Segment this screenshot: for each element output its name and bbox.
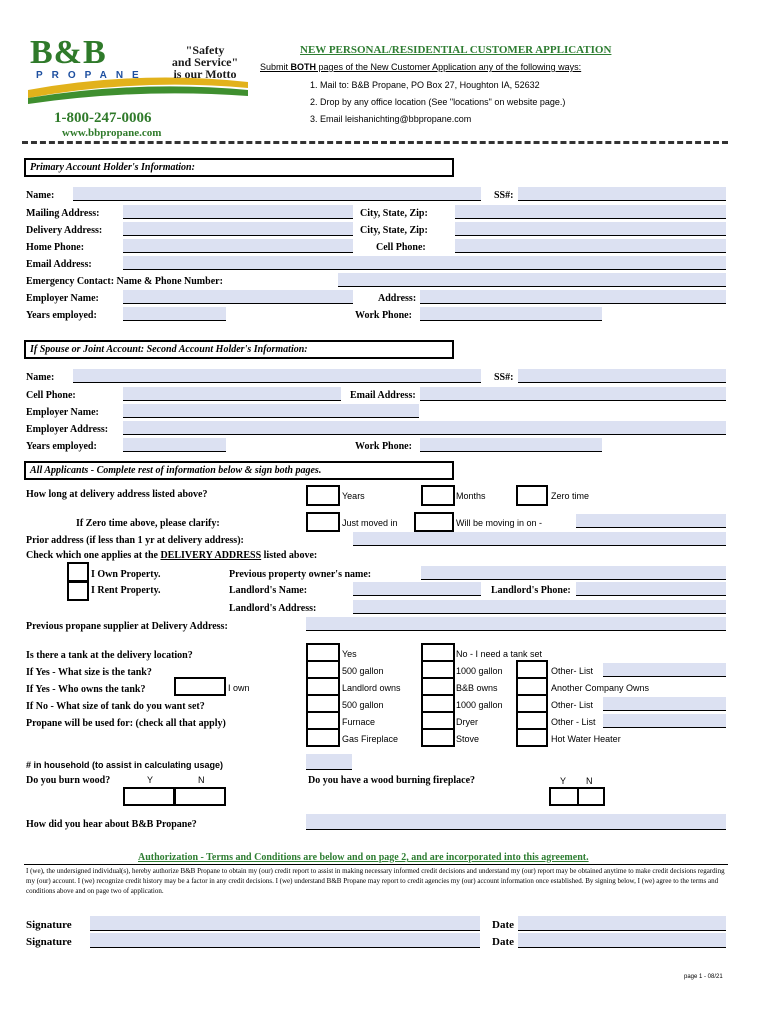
- signature-1-input[interactable]: [90, 916, 480, 931]
- zero-clarify-label: If Zero time above, please clarify:: [76, 518, 220, 529]
- spouse-cell-label: Cell Phone:: [26, 390, 76, 401]
- stove-option: Stove: [456, 734, 480, 744]
- primary-mailing-label: Mailing Address:: [26, 208, 100, 219]
- motto: [162, 44, 248, 80]
- moving-in-date-input[interactable]: [576, 514, 726, 528]
- landlord-address-input[interactable]: [353, 600, 726, 614]
- just-moved-option: Just moved in: [342, 518, 398, 528]
- primary-years-label: Years employed:: [26, 310, 97, 321]
- primary-home-phone-label: Home Phone:: [26, 242, 85, 253]
- primary-employer-label: Employer Name:: [26, 293, 99, 304]
- burn-wood-n-checkbox[interactable]: [174, 787, 226, 806]
- logo-subtext: PROPANE: [36, 70, 148, 81]
- prev-owner-label: Previous property owner's name:: [229, 569, 372, 580]
- primary-address-input[interactable]: [420, 290, 726, 304]
- spouse-work-phone-label: Work Phone:: [355, 441, 412, 452]
- tank-no-option: No - I need a tank set: [456, 649, 543, 659]
- spouse-years-label: Years employed:: [26, 441, 97, 452]
- primary-city2-input[interactable]: [455, 222, 726, 236]
- hear-about-label: How did you hear about B&B Propane?: [26, 819, 197, 830]
- primary-address-label: Address:: [378, 293, 417, 304]
- signature-1-label: Signature: [26, 919, 72, 931]
- date-1-label: Date: [492, 919, 514, 931]
- primary-years-input[interactable]: [123, 307, 226, 321]
- date-2-input[interactable]: [518, 933, 726, 948]
- furnace-option: Furnace: [342, 717, 376, 727]
- primary-cell-phone-input[interactable]: [455, 239, 726, 253]
- primary-employer-input[interactable]: [123, 290, 353, 304]
- check-pre: Check which one applies at the: [26, 550, 161, 561]
- spouse-employer-address-label: Employer Address:: [26, 424, 109, 435]
- spouse-name-label: Name:: [26, 372, 55, 383]
- just-moved-checkbox[interactable]: [306, 512, 340, 532]
- gas-fireplace-option: Gas Fireplace: [342, 734, 399, 744]
- i-own-checkbox[interactable]: [174, 677, 226, 696]
- want-1000-option: 1000 gallon: [456, 700, 503, 710]
- date-2-label: Date: [492, 936, 514, 948]
- hot-water-checkbox[interactable]: [516, 728, 548, 747]
- primary-city2-label: City, State, Zip:: [360, 225, 428, 236]
- date-1-input[interactable]: [518, 916, 726, 931]
- primary-city1-input[interactable]: [455, 205, 726, 219]
- check-underline: DELIVERY ADDRESS: [160, 550, 262, 561]
- size-other-option: Other- List: [551, 666, 594, 676]
- auth-text: I (we), the undersigned individual(s), hereby authorize B&B Propane to obtain my (our) credit report to assist in making necessary informed credit decisions and understand my (our) report may be obtained anytime to make credit decisions regarding my (our) account. I (we) recognize credit history may be a factor in any credit decisions. I (we) understand B&B Propane may report to credit agencies my (our) account information once established. By signing below, I (we) agree to the terms and conditions above and on page two of application.: [26, 867, 725, 895]
- want-500-option: 500 gallon: [342, 700, 384, 710]
- submit-step-3: 3. Email leishanichting@bbpropane.com: [310, 114, 472, 124]
- zero-time-checkbox[interactable]: [516, 485, 548, 506]
- primary-ssn-label: SS#:: [494, 190, 514, 201]
- spouse-employer-input[interactable]: [123, 404, 419, 418]
- primary-name-input[interactable]: [73, 187, 481, 201]
- landlord-address-label: Landlord's Address:: [229, 603, 317, 614]
- tank-size-label: If Yes - What size is the tank?: [26, 667, 152, 678]
- section-spouse-title: If Spouse or Joint Account: Second Account Holder's Information:: [24, 340, 454, 359]
- section-all-title: All Applicants - Complete rest of information below & sign both pages.: [24, 461, 454, 480]
- bb-owns-option: B&B owns: [456, 683, 498, 693]
- burn-wood-y: Y: [147, 775, 154, 785]
- gas-fireplace-checkbox[interactable]: [306, 728, 340, 747]
- wood-fireplace-n-checkbox[interactable]: [577, 787, 605, 806]
- primary-home-phone-input[interactable]: [123, 239, 353, 253]
- primary-city1-label: City, State, Zip:: [360, 208, 428, 219]
- stove-checkbox[interactable]: [421, 728, 455, 747]
- submit-pre: Submit: [260, 62, 291, 72]
- primary-delivery-input[interactable]: [123, 222, 353, 236]
- landlord-name-label: Landlord's Name:: [229, 585, 308, 596]
- want-other-input[interactable]: [603, 697, 726, 711]
- burn-wood-label: Do you burn wood?: [26, 775, 111, 786]
- prev-owner-input[interactable]: [421, 566, 726, 580]
- want-other-option: Other- List: [551, 700, 594, 710]
- rent-property-label: I Rent Property.: [91, 585, 161, 596]
- spouse-ssn-label: SS#:: [494, 372, 514, 383]
- logo-text: B&B: [30, 34, 107, 71]
- primary-emergency-input[interactable]: [338, 273, 726, 287]
- use-other-input[interactable]: [603, 714, 726, 728]
- spouse-email-input[interactable]: [420, 387, 726, 401]
- zero-time-option: Zero time: [551, 491, 590, 501]
- primary-emergency-label: Emergency Contact: Name & Phone Number:: [26, 276, 223, 287]
- primary-delivery-label: Delivery Address:: [26, 225, 103, 236]
- moving-in-option: Will be moving in on -: [456, 518, 543, 528]
- prior-address-label: Prior address (if less than 1 yr at delivery address):: [26, 535, 244, 546]
- no-size-label: If No - What size of tank do you want set?: [26, 701, 205, 712]
- wood-fireplace-y: Y: [560, 776, 567, 786]
- prev-supplier-input[interactable]: [306, 617, 726, 631]
- landlord-phone-input[interactable]: [576, 582, 726, 596]
- phone-number: 1-800-247-0006: [54, 110, 152, 126]
- page-title: NEW PERSONAL/RESIDENTIAL CUSTOMER APPLICATION: [300, 44, 612, 56]
- auth-title: Authorization - Terms and Conditions are below and on page 2, and are incorporated into this agreement.: [138, 852, 589, 863]
- check-delivery-label: [26, 550, 317, 561]
- tank-question-label: Is there a tank at the delivery location?: [26, 650, 193, 661]
- wood-fireplace-n: N: [586, 776, 593, 786]
- months-option: Months: [456, 491, 486, 501]
- primary-name-label: Name:: [26, 190, 55, 201]
- years-option: Years: [342, 491, 365, 501]
- wood-fireplace-label: Do you have a wood burning fireplace?: [308, 775, 476, 786]
- motto-line2: and Service": [171, 55, 239, 69]
- motto-line3: is our Motto: [173, 67, 237, 81]
- primary-work-phone-input[interactable]: [420, 307, 602, 321]
- landlord-name-input[interactable]: [353, 582, 481, 596]
- primary-cell-phone-label: Cell Phone:: [376, 242, 426, 253]
- size-500-option: 500 gallon: [342, 666, 384, 676]
- submit-step-2: 2. Drop by any office location (See "locations" on website page.): [310, 97, 566, 107]
- another-co-option: Another Company Owns: [551, 683, 650, 693]
- own-property-checkbox[interactable]: [67, 562, 89, 582]
- submit-instructions: [260, 62, 581, 72]
- header-divider: [22, 141, 728, 144]
- website-link[interactable]: www.bbpropane.com: [62, 127, 162, 139]
- how-long-label: How long at delivery address listed above?: [26, 489, 208, 500]
- size-other-input[interactable]: [603, 663, 726, 677]
- prior-address-input[interactable]: [353, 532, 726, 546]
- hear-about-input[interactable]: [306, 814, 726, 830]
- primary-ssn-input[interactable]: [518, 187, 726, 201]
- burn-wood-y-checkbox[interactable]: [123, 787, 175, 806]
- months-checkbox[interactable]: [421, 485, 455, 506]
- section-primary-title: Primary Account Holder's Information:: [24, 158, 454, 177]
- page-number: page 1 - 08/21: [684, 974, 723, 980]
- used-for-label: Propane will be used for: (check all that apply): [26, 718, 226, 729]
- spouse-name-input[interactable]: [73, 369, 481, 383]
- primary-email-input[interactable]: [123, 256, 726, 270]
- prev-supplier-label: Previous propane supplier at Delivery Address:: [26, 621, 228, 632]
- use-other-option: Other - List: [551, 717, 596, 727]
- spouse-employer-label: Employer Name:: [26, 407, 99, 418]
- own-property-label: I Own Property.: [91, 569, 161, 580]
- moving-in-checkbox[interactable]: [414, 512, 454, 532]
- motto-line1: "Safety: [185, 43, 225, 57]
- dryer-option: Dryer: [456, 717, 478, 727]
- submit-bold: BOTH: [290, 62, 317, 72]
- spouse-email-label: Email Address:: [350, 390, 416, 401]
- hot-water-option: Hot Water Heater: [551, 734, 621, 744]
- burn-wood-n: N: [198, 775, 205, 785]
- tank-yes-option: Yes: [342, 649, 357, 659]
- signature-2-input[interactable]: [90, 933, 480, 948]
- spouse-years-input[interactable]: [123, 438, 226, 452]
- spouse-employer-address-input[interactable]: [123, 421, 726, 435]
- auth-divider: [24, 864, 728, 865]
- wood-fireplace-y-checkbox[interactable]: [549, 787, 579, 806]
- spouse-work-phone-input[interactable]: [420, 438, 602, 452]
- submit-post: pages of the New Customer Application any of the following ways:: [316, 62, 582, 72]
- spouse-cell-input[interactable]: [123, 387, 341, 401]
- primary-email-label: Email Address:: [26, 259, 92, 270]
- signature-2-label: Signature: [26, 936, 72, 948]
- primary-mailing-input[interactable]: [123, 205, 353, 219]
- primary-work-phone-label: Work Phone:: [355, 310, 412, 321]
- who-owns-label: If Yes - Who owns the tank?: [26, 684, 146, 695]
- landlord-phone-label: Landlord's Phone:: [491, 585, 571, 596]
- spouse-ssn-input[interactable]: [518, 369, 726, 383]
- landlord-owns-option: Landlord owns: [342, 683, 401, 693]
- check-post: listed above:: [261, 550, 318, 561]
- household-label: # in household (to assist in calculating usage): [26, 760, 224, 770]
- size-1000-option: 1000 gallon: [456, 666, 503, 676]
- i-own-option: I own: [228, 683, 250, 693]
- years-checkbox[interactable]: [306, 485, 340, 506]
- submit-step-1: 1. Mail to: B&B Propane, PO Box 27, Houghton IA, 52632: [310, 80, 540, 90]
- household-input[interactable]: [306, 754, 352, 770]
- rent-property-checkbox[interactable]: [67, 581, 89, 601]
